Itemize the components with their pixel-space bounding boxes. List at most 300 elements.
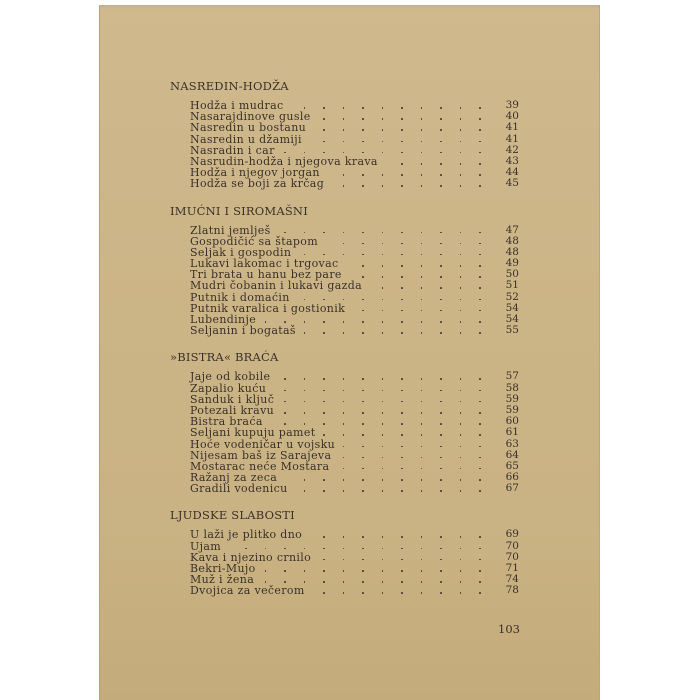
leader-dot (460, 468, 462, 470)
leader-dot (479, 401, 481, 403)
leader-dot (382, 548, 384, 550)
leader-dot (401, 592, 403, 594)
leader-dot (343, 401, 345, 403)
leader-dot (421, 276, 423, 278)
leader-dot (479, 276, 481, 278)
leader-dot (323, 581, 325, 583)
entry-title: Nasredin u džamiji (190, 132, 302, 146)
leader-dot (440, 490, 442, 492)
toc-entry (190, 325, 519, 336)
entry-page-number: 43 (505, 154, 519, 167)
toc-section (170, 350, 519, 494)
entry-title: Muž i žena (190, 573, 255, 587)
leader-dot (401, 401, 403, 403)
leader-dot (460, 310, 462, 312)
leader-dot (401, 332, 403, 334)
entry-title: Lubendinje (190, 313, 257, 326)
leader-dot (401, 310, 403, 312)
leader-dot (440, 185, 442, 187)
leader-dot (421, 174, 423, 176)
leader-dot (382, 129, 384, 131)
leader-dot (401, 287, 403, 289)
leader-dot (304, 107, 306, 109)
entry-page-number: 64 (505, 448, 519, 461)
entry-title: U laži je plitko dno (190, 528, 303, 542)
leader-dot (460, 332, 462, 334)
leader-dot (362, 332, 364, 334)
leader-dot (421, 490, 423, 492)
entry-page-number: 65 (505, 459, 519, 472)
leader-dot (382, 243, 384, 245)
leader-dot (323, 536, 325, 538)
leader-dot (323, 434, 325, 436)
leader-dot (343, 468, 345, 470)
leader-dot (323, 559, 325, 561)
leader-dot (382, 185, 384, 187)
leader-dot (362, 152, 364, 154)
leader-dot (323, 107, 325, 109)
leader-dot (401, 536, 403, 538)
leader-dot (401, 152, 403, 154)
entry-title: Jaje od kobile (190, 370, 271, 384)
leader-dot (323, 152, 325, 154)
entry-page-number: 59 (505, 392, 519, 405)
leader-dot (440, 118, 442, 120)
leader-dot (323, 321, 325, 323)
leader-dot (284, 412, 286, 414)
leader-dot (460, 152, 462, 154)
leader-dot (479, 321, 481, 323)
entry-title: Nasrudin-hodža i njegova krava (190, 154, 378, 168)
leader-dot (343, 423, 345, 425)
leader-dot (401, 232, 403, 234)
leader-dot (421, 457, 423, 459)
leader-dot (343, 490, 345, 492)
entry-page-number: 48 (505, 245, 519, 258)
leader-dot (421, 163, 423, 165)
leader-dot (382, 559, 384, 561)
leader-dot (323, 490, 325, 492)
leader-dot (245, 548, 247, 550)
leader-dot (421, 129, 423, 131)
leader-dot (323, 378, 325, 380)
leader-dot (421, 185, 423, 187)
leader-dot (323, 118, 325, 120)
leader-dot (284, 570, 286, 572)
leader-dot (460, 592, 462, 594)
leader-dot (362, 548, 364, 550)
leader-dot (284, 401, 286, 403)
leader-dot (440, 423, 442, 425)
leader-dot (440, 310, 442, 312)
leader-dot (401, 107, 403, 109)
leader-dot (479, 548, 481, 550)
leader-dot (401, 570, 403, 572)
leader-dot (284, 390, 286, 392)
leader-dot (440, 548, 442, 550)
toc-section (170, 508, 519, 596)
entry-title: Zlatni jemlješ (190, 223, 271, 237)
leader-dot (479, 243, 481, 245)
leader-dot (440, 401, 442, 403)
leader-dot (401, 265, 403, 267)
leader-dot (362, 129, 364, 131)
leader-dot (382, 434, 384, 436)
leader-dot (382, 152, 384, 154)
leader-dot (460, 390, 462, 392)
entry-page-number: 49 (505, 257, 519, 270)
entry-title: Ujam (190, 539, 222, 553)
leader-dot (343, 118, 345, 120)
entry-title: Tri brata u hanu bez pare (190, 268, 342, 282)
entry-page-number: 69 (505, 528, 519, 541)
leader-dot (323, 254, 325, 256)
leader-dot (421, 321, 423, 323)
leader-dot (382, 276, 384, 278)
leader-dot (362, 446, 364, 448)
leader-dot (401, 141, 403, 143)
leader-dot (343, 174, 345, 176)
entry-title: Nasarajdinove gusle (190, 110, 311, 124)
entry-page-number: 57 (505, 370, 519, 383)
leader-dot (401, 581, 403, 583)
entry-title: Seljani kupuju pamet (190, 426, 316, 440)
leader-dot (382, 401, 384, 403)
leader-dot (362, 378, 364, 380)
entry-title: Zapalio kuću (190, 381, 267, 395)
leader-dot (382, 287, 384, 289)
leader-dot (421, 390, 423, 392)
leader-dot (382, 174, 384, 176)
section-title: »BISTRA« BRAĆA (170, 350, 279, 365)
table-of-contents (170, 79, 519, 611)
leader-dot (323, 412, 325, 414)
leader-dot (362, 232, 364, 234)
leader-dot (460, 423, 462, 425)
entry-page-number: 50 (505, 268, 519, 281)
leader-dot (460, 401, 462, 403)
leader-dot (284, 232, 286, 234)
leader-dot (343, 332, 345, 334)
leader-dot (421, 152, 423, 154)
leader-dot (440, 276, 442, 278)
leader-dot (362, 254, 364, 256)
leader-dot (382, 254, 384, 256)
entry-page-number: 40 (505, 110, 519, 123)
leader-dot (440, 390, 442, 392)
entry-page-number: 48 (505, 234, 519, 247)
leader-dot (479, 185, 481, 187)
entry-title: Hodža se boji za krčag (190, 177, 325, 191)
leader-dot (382, 390, 384, 392)
leader-dot (460, 581, 462, 583)
leader-dot (323, 423, 325, 425)
leader-dot (421, 412, 423, 414)
leader-dot (479, 559, 481, 561)
leader-dot (343, 479, 345, 481)
leader-dot (421, 592, 423, 594)
leader-dot (440, 468, 442, 470)
leader-dot (401, 243, 403, 245)
leader-dot (460, 299, 462, 301)
entry-page-number: 55 (505, 324, 519, 337)
leader-dot (362, 592, 364, 594)
entry-page-number: 39 (505, 99, 519, 111)
leader-dot (284, 152, 286, 154)
leader-dot (440, 592, 442, 594)
leader-dot (382, 118, 384, 120)
leader-dot (440, 581, 442, 583)
leader-dot (284, 321, 286, 323)
leader-dot (362, 581, 364, 583)
leader-dot (479, 479, 481, 481)
leader-dot (401, 299, 403, 301)
leader-dot (401, 174, 403, 176)
leader-dot (401, 468, 403, 470)
toc-entry (190, 178, 519, 189)
leader-dot (343, 107, 345, 109)
entry-title: Hodža i mudrac (190, 99, 284, 112)
leader-dot (323, 390, 325, 392)
leader-dot (382, 378, 384, 380)
leader-dot (362, 299, 364, 301)
leader-dot (479, 129, 481, 131)
leader-dot (460, 378, 462, 380)
entry-page-number: 74 (505, 573, 519, 586)
leader-dot (460, 434, 462, 436)
leader-dot (479, 434, 481, 436)
leader-dot (401, 118, 403, 120)
leader-dot (440, 265, 442, 267)
leader-dot (362, 536, 364, 538)
leader-dot (421, 536, 423, 538)
leader-dot (479, 174, 481, 176)
entry-page-number: 67 (505, 482, 519, 495)
leader-dot (382, 536, 384, 538)
leader-dot (421, 378, 423, 380)
entry-title: Nasradin i car (190, 143, 275, 157)
leader-dot (479, 310, 481, 312)
leader-dot (440, 299, 442, 301)
leader-dot (401, 254, 403, 256)
leader-dot (460, 548, 462, 550)
leader-dot (362, 321, 364, 323)
leader-dot (421, 265, 423, 267)
leader-dot (362, 401, 364, 403)
leader-dot (479, 468, 481, 470)
leader-dot (421, 254, 423, 256)
leader-dot (401, 446, 403, 448)
leader-dot (343, 457, 345, 459)
entry-page-number: 54 (505, 301, 519, 314)
leader-dot (460, 536, 462, 538)
leader-dot (323, 332, 325, 334)
leader-dot (343, 434, 345, 436)
leader-dot (362, 390, 364, 392)
leader-dot (304, 570, 306, 572)
leader-dot (479, 152, 481, 154)
leader-dot (304, 412, 306, 414)
leader-dot (401, 163, 403, 165)
leader-dot (382, 141, 384, 143)
leader-dot (284, 423, 286, 425)
entry-title: Putnik varalica i gostionik (190, 301, 346, 315)
leader-dot (362, 265, 364, 267)
leader-dot (440, 107, 442, 109)
leader-dot (401, 129, 403, 131)
leader-dot (323, 548, 325, 550)
leader-dot (479, 536, 481, 538)
leader-dot (382, 310, 384, 312)
leader-dot (421, 548, 423, 550)
leader-dot (401, 490, 403, 492)
leader-dot (460, 412, 462, 414)
entry-title: Nasredin u bostanu (190, 121, 307, 135)
entry-title: Nijesam baš iz Sarajeva (190, 448, 332, 462)
leader-dot (401, 378, 403, 380)
entry-title: Putnik i domaćin (190, 290, 290, 304)
leader-dot (479, 423, 481, 425)
leader-dot (460, 490, 462, 492)
leader-dot (401, 412, 403, 414)
leader-dot (440, 141, 442, 143)
leader-dot (382, 570, 384, 572)
entry-page-number: 59 (505, 403, 519, 416)
leader-dot (421, 434, 423, 436)
leader-dot (323, 299, 325, 301)
entry-page-number: 47 (505, 223, 519, 236)
leader-dot (479, 446, 481, 448)
leader-dot (343, 581, 345, 583)
leader-dot (479, 332, 481, 334)
leader-dot (479, 141, 481, 143)
leader-dot (460, 163, 462, 165)
leader-dot (284, 581, 286, 583)
leader-dot (304, 152, 306, 154)
leader-dot (440, 243, 442, 245)
leader-dot (440, 174, 442, 176)
leader-dot (382, 107, 384, 109)
leader-dot (460, 265, 462, 267)
leader-dot (479, 570, 481, 572)
toc-entry (190, 427, 519, 438)
leader-dot (323, 129, 325, 131)
leader-dot (343, 446, 345, 448)
leader-dot (362, 490, 364, 492)
leader-dot (421, 299, 423, 301)
toc-section (170, 204, 519, 337)
toc-entry (190, 439, 519, 450)
leader-dot (479, 232, 481, 234)
leader-dot (362, 559, 364, 561)
leader-dot (343, 536, 345, 538)
leader-dot (440, 457, 442, 459)
leader-dot (343, 129, 345, 131)
entry-page-number: 54 (505, 313, 519, 325)
leader-dot (421, 559, 423, 561)
leader-dot (362, 174, 364, 176)
entry-title: Potezali kravu (190, 403, 275, 417)
leader-dot (440, 152, 442, 154)
leader-dot (479, 118, 481, 120)
leader-dot (362, 457, 364, 459)
leader-dot (343, 592, 345, 594)
leader-dot (460, 185, 462, 187)
leader-dot (382, 468, 384, 470)
entry-page-number: 60 (505, 415, 519, 428)
leader-dot (382, 412, 384, 414)
leader-dot (479, 412, 481, 414)
leader-dot (382, 321, 384, 323)
entry-page-number: 51 (505, 279, 519, 292)
leader-dot (479, 254, 481, 256)
leader-dot (460, 254, 462, 256)
entry-title: Gospodičić sa štapom (190, 234, 319, 248)
leader-dot (343, 321, 345, 323)
leader-dot (304, 581, 306, 583)
leader-dot (479, 299, 481, 301)
leader-dot (323, 592, 325, 594)
leader-dot (304, 321, 306, 323)
leader-dot (421, 479, 423, 481)
leader-dot (304, 490, 306, 492)
leader-dot (382, 299, 384, 301)
leader-dot (304, 401, 306, 403)
section-title: LJUDSKE SLABOSTI (170, 508, 295, 523)
leader-dot (440, 446, 442, 448)
leader-dot (304, 548, 306, 550)
entry-title: Gradili vodenicu (190, 482, 288, 496)
leader-dot (343, 548, 345, 550)
leader-dot (382, 479, 384, 481)
leader-dot (362, 118, 364, 120)
leader-dot (401, 479, 403, 481)
leader-dot (440, 434, 442, 436)
leader-dot (362, 141, 364, 143)
toc-entry (190, 483, 519, 494)
leader-dot (343, 185, 345, 187)
leader-dot (421, 118, 423, 120)
toc-entry (190, 371, 519, 382)
leader-dot (460, 107, 462, 109)
book-page (99, 5, 600, 700)
leader-dot (362, 276, 364, 278)
toc-entry (190, 225, 519, 236)
leader-dot (382, 446, 384, 448)
section-title: NASREDIN-HODŽA (170, 79, 289, 93)
toc-entry (190, 529, 519, 540)
entry-title: Mostarac neće Mostara (190, 459, 330, 473)
leader-dot (460, 174, 462, 176)
leader-dot (265, 548, 267, 550)
entry-page-number: 70 (505, 539, 519, 552)
leader-dot (343, 141, 345, 143)
leader-dot (323, 479, 325, 481)
leader-dot (362, 412, 364, 414)
leader-dot (323, 141, 325, 143)
leader-dot (460, 129, 462, 131)
leader-dot (421, 581, 423, 583)
entry-title: Kava i njezino crnilo (190, 550, 312, 564)
page-number: 103 (498, 622, 520, 636)
leader-dot (401, 559, 403, 561)
entry-page-number: 42 (505, 143, 519, 156)
leader-dot (401, 457, 403, 459)
leader-dot (382, 232, 384, 234)
leader-dot (421, 570, 423, 572)
leader-dot (479, 378, 481, 380)
leader-dot (382, 265, 384, 267)
